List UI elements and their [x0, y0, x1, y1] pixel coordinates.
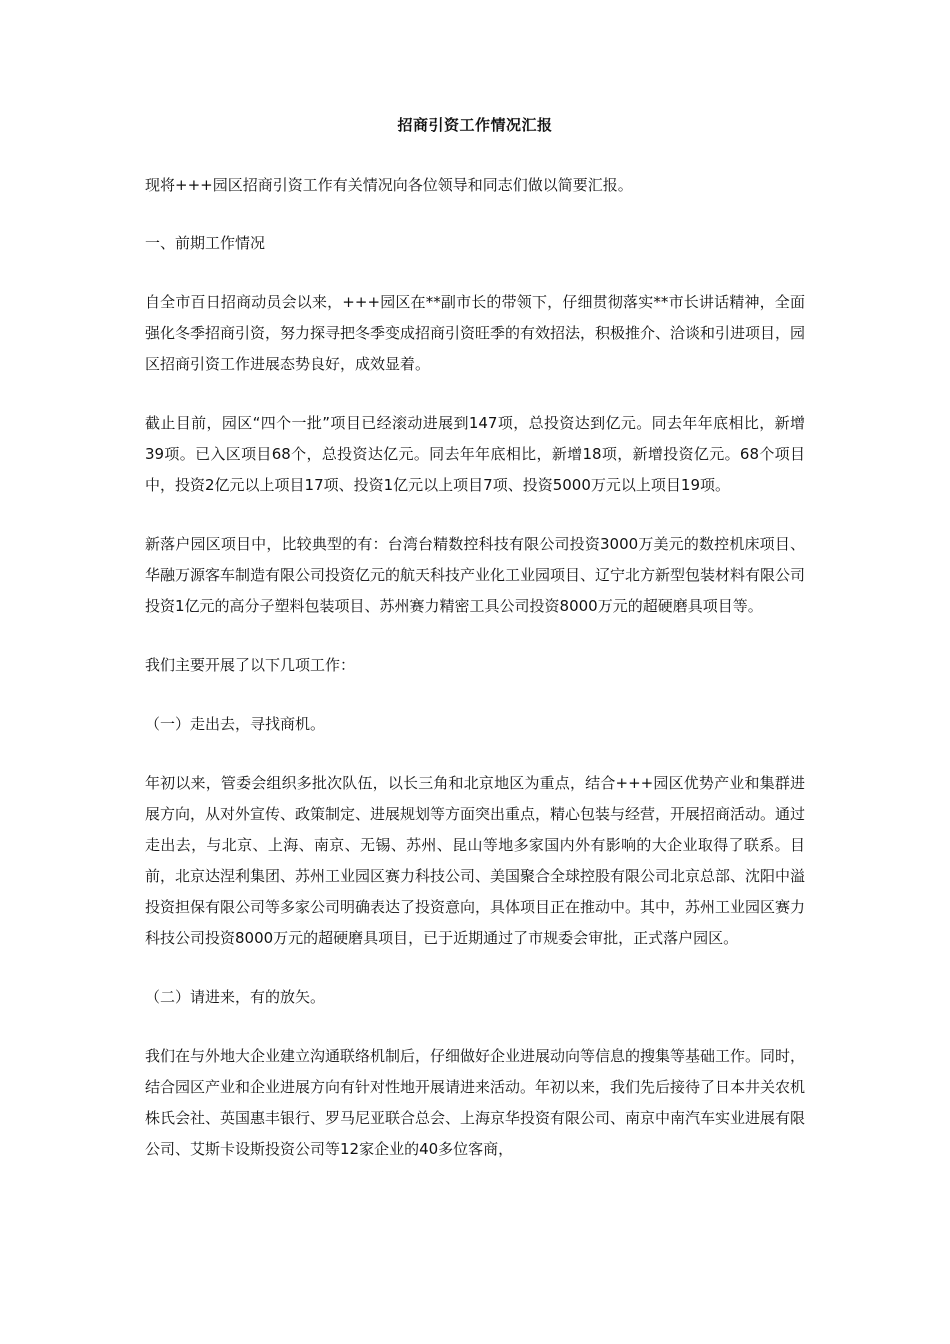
body-paragraph: 截止目前，园区“四个一批”项目已经滚动进展到147项，总投资达到亿元。同去年年底相比，新增39项。已入区项目68个，总投资达亿元。同去年年底相比，新增18项，新增投资亿元。68个项目中，投资2亿元以上项目17项、投资1亿元以上项目7项、投资5000万元以上项目19项。 — [145, 414, 805, 494]
section-heading-1: 一、前期工作情况 — [145, 234, 266, 252]
subsection-heading-1: （一）走出去，寻找商机。 — [145, 715, 326, 733]
subsection-heading-2: （二）请进来，有的放矢。 — [145, 988, 326, 1006]
document-title: 招商引资工作情况汇报 — [397, 116, 553, 134]
body-paragraph: 自全市百日招商动员会以来，+++园区在**副市长的带领下，仔细贯彻落实**市长讲话精神，全面强化冬季招商引资，努力探寻把冬季变成招商引资旺季的有效招法，积极推介、洽谈和引进项目，园区招商引资工作进展态势良好，成效显着。 — [145, 293, 806, 373]
body-paragraph: 新落户园区项目中，比较典型的有：台湾台精数控科技有限公司投资3000万美元的数控机床项目、华融万源客车制造有限公司投资亿元的航天科技产业化工业园项目、辽宁北方新型包装材料有限公司投资1亿元的高分子塑料包装项目、苏州赛力精密工具公司投资8000万元的超硬磨具项目等。 — [145, 535, 806, 615]
intro-paragraph: 现将+++园区招商引资工作有关情况向各位领导和同志们做以简要汇报。 — [145, 176, 633, 194]
body-paragraph: 我们在与外地大企业建立沟通联络机制后，仔细做好企业进展动向等信息的搜集等基础工作。同时，结合园区产业和企业进展方向有针对性地开展请进来活动。年初以来，我们先后接待了日本井关农机株氏会社、英国惠丰银行、罗马尼亚联合总会、上海京华投资有限公司、南京中南汽车实业进展有限公司、艾斯卡设斯投资公司等12家企业的40多位客商， — [145, 1047, 806, 1158]
body-paragraph: 年初以来，管委会组织多批次队伍，以长三角和北京地区为重点，结合+++园区优势产业和集群进展方向，从对外宣传、政策制定、进展规划等方面突出重点，精心包装与经营，开展招商活动。通过走出去，与北京、上海、南京、无锡、苏州、昆山等地多家国内外有影响的大企业取得了联系。目前，北京达涅利集团、苏州工业园区赛力科技公司、美国聚合全球控股有限公司北京总部、沈阳中溢投资担保有限公司等多家公司明确表达了投资意向，具体项目正在推动中。其中，苏州工业园区赛力科技公司投资8000万元的超硬磨具项目，已于近期通过了市规委会审批，正式落户园区。 — [145, 774, 806, 947]
document-body — [145, 170, 805, 1193]
body-paragraph: 我们主要开展了以下几项工作： — [145, 656, 356, 674]
